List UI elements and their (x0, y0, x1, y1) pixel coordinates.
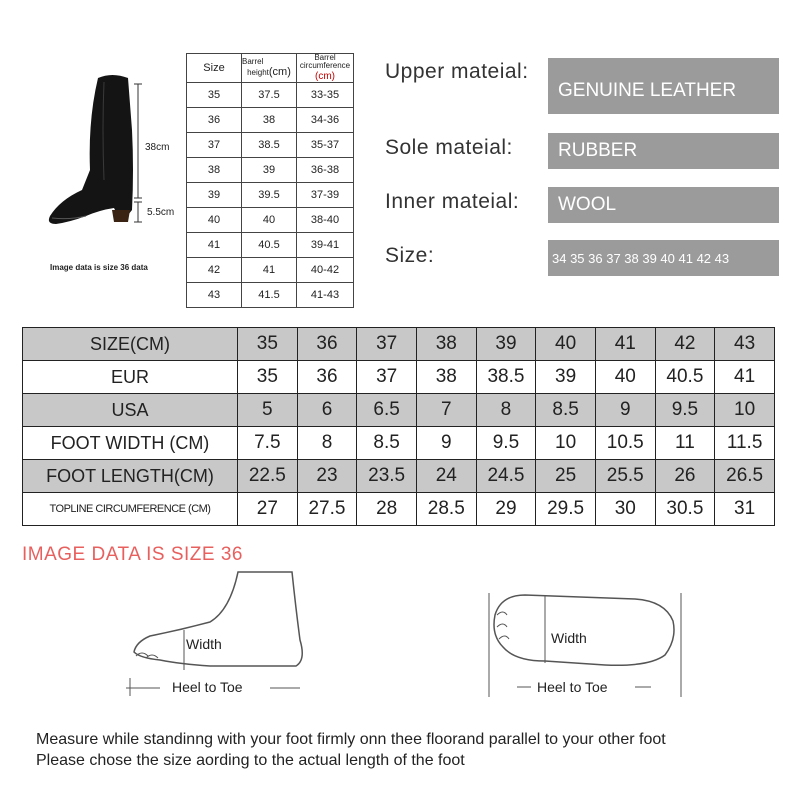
size-table-cell: 23 (297, 460, 357, 493)
size-table-cell: 38 (416, 361, 476, 394)
sole-material-label: Sole mateial: (385, 136, 513, 159)
size-range-value: 34 35 36 37 38 39 40 41 42 43 (548, 240, 779, 276)
barrel-table-row (187, 283, 354, 308)
barrel-table-header-size: Size (187, 54, 242, 83)
barrel-table-cell: 36-38 (297, 158, 354, 183)
size-instruction: Please chose the size aording to the actual length of the foot (36, 752, 465, 769)
size-table-cell: 23.5 (357, 460, 417, 493)
barrel-table-cell: 38.5 (242, 133, 297, 158)
size-table-cell: 27.5 (297, 493, 357, 526)
barrel-table-cell: 40-42 (297, 258, 354, 283)
size-table-row-label: FOOT LENGTH(CM) (23, 460, 238, 493)
size-table-cell: 8 (297, 427, 357, 460)
barrel-table-row (187, 83, 354, 108)
inner-material-label: Inner mateial: (385, 190, 520, 213)
size-table-cell: 9.5 (655, 394, 715, 427)
size-table-cell: 40.5 (655, 361, 715, 394)
heel-height-label: 5.5cm (147, 207, 175, 218)
barrel-table (186, 53, 354, 308)
side-length-label: Heel to Toe (172, 679, 243, 695)
size-table-cell: 37 (357, 361, 417, 394)
size-table-cell: 8.5 (357, 427, 417, 460)
size-table-cell: 41 (595, 328, 655, 361)
size-table-cell: 10 (536, 427, 596, 460)
barrel-table-cell: 38 (187, 158, 242, 183)
size-table-row (23, 460, 775, 493)
size-table-cell: 24 (416, 460, 476, 493)
size-table-row (23, 427, 775, 460)
size-table-cell: 43 (715, 328, 775, 361)
size-table-row-label: FOOT WIDTH (CM) (23, 427, 238, 460)
size-table-cell: 39 (536, 361, 596, 394)
barrel-table-header-height: Barrel height(cm) (242, 54, 297, 83)
barrel-table-header-circumference: Barrel circumference (cm) (297, 54, 354, 83)
size-table-cell: 9.5 (476, 427, 536, 460)
size-table-row (23, 493, 775, 526)
upper-material-label: Upper mateial: (385, 60, 529, 83)
barrel-table-cell: 38-40 (297, 208, 354, 233)
size-table-cell: 10.5 (595, 427, 655, 460)
barrel-table-cell: 40.5 (242, 233, 297, 258)
size-table-cell: 5 (238, 394, 298, 427)
barrel-table-cell: 43 (187, 283, 242, 308)
top-length-label: Heel to Toe (537, 679, 608, 695)
size-table-cell: 8 (476, 394, 536, 427)
size-table-cell: 22.5 (238, 460, 298, 493)
size-table-cell: 6.5 (357, 394, 417, 427)
size-table-cell: 29.5 (536, 493, 596, 526)
barrel-table-cell: 39-41 (297, 233, 354, 258)
barrel-table-cell: 39 (242, 158, 297, 183)
size-table-cell: 35 (238, 328, 298, 361)
size-table-cell: 9 (416, 427, 476, 460)
barrel-table-cell: 41.5 (242, 283, 297, 308)
upper-material-value: GENUINE LEATHER (548, 58, 779, 114)
size-table-cell: 27 (238, 493, 298, 526)
barrel-table-row (187, 258, 354, 283)
size-chart-table (22, 327, 775, 526)
size-table-cell: 42 (655, 328, 715, 361)
size-table-cell: 35 (238, 361, 298, 394)
size-table-cell: 7 (416, 394, 476, 427)
barrel-table-cell: 35-37 (297, 133, 354, 158)
boot-caption: Image data is size 36 data (50, 263, 148, 272)
size-table-cell: 30.5 (655, 493, 715, 526)
size-table-cell: 26 (655, 460, 715, 493)
barrel-table-cell: 40 (242, 208, 297, 233)
size-table-row (23, 361, 775, 394)
size-table-row (23, 328, 775, 361)
barrel-table-cell: 37.5 (242, 83, 297, 108)
size-table-cell: 38 (416, 328, 476, 361)
barrel-table-row (187, 233, 354, 258)
barrel-table-row (187, 183, 354, 208)
size-table-row (23, 394, 775, 427)
top-width-label: Width (551, 630, 587, 646)
measure-instruction: Measure while standinng with your foot firmly onn thee floorand parallel to your other foot (36, 731, 666, 748)
size-table-cell: 41 (715, 361, 775, 394)
inner-material-value: WOOL (548, 187, 779, 223)
size-table-cell: 6 (297, 394, 357, 427)
size-table-cell: 25 (536, 460, 596, 493)
barrel-table-cell: 41-43 (297, 283, 354, 308)
barrel-table-cell: 35 (187, 83, 242, 108)
barrel-table-cell: 42 (187, 258, 242, 283)
size-table-cell: 10 (715, 394, 775, 427)
size-label: Size: (385, 244, 435, 267)
size-table-cell: 11 (655, 427, 715, 460)
size-table-cell: 28.5 (416, 493, 476, 526)
barrel-table-cell: 37 (187, 133, 242, 158)
size-table-cell: 36 (297, 328, 357, 361)
size-table-cell: 37 (357, 328, 417, 361)
barrel-table-cell: 41 (242, 258, 297, 283)
barrel-table-cell: 39.5 (242, 183, 297, 208)
size-table-cell: 8.5 (536, 394, 596, 427)
size-table-cell: 28 (357, 493, 417, 526)
size-table-cell: 25.5 (595, 460, 655, 493)
size-table-cell: 30 (595, 493, 655, 526)
barrel-table-cell: 33-35 (297, 83, 354, 108)
barrel-table-cell: 34-36 (297, 108, 354, 133)
barrel-table-cell: 37-39 (297, 183, 354, 208)
barrel-table-row (187, 158, 354, 183)
barrel-table-row (187, 208, 354, 233)
size-table-row-label: TOPLINE CIRCUMFERENCE (CM) (23, 493, 238, 526)
barrel-table-cell: 36 (187, 108, 242, 133)
size-table-row-label: EUR (23, 361, 238, 394)
size-table-cell: 24.5 (476, 460, 536, 493)
barrel-table-cell: 41 (187, 233, 242, 258)
size-table-cell: 39 (476, 328, 536, 361)
size-table-cell: 36 (297, 361, 357, 394)
size-table-row-label: SIZE(CM) (23, 328, 238, 361)
size-table-cell: 26.5 (715, 460, 775, 493)
size-table-row-label: USA (23, 394, 238, 427)
barrel-table-row (187, 108, 354, 133)
size-table-cell: 38.5 (476, 361, 536, 394)
sole-material-value: RUBBER (548, 133, 779, 169)
size-table-cell: 29 (476, 493, 536, 526)
barrel-table-cell: 40 (187, 208, 242, 233)
barrel-table-row (187, 133, 354, 158)
boot-height-label: 38cm (145, 142, 170, 153)
size-table-cell: 40 (536, 328, 596, 361)
size-table-cell: 40 (595, 361, 655, 394)
size-table-cell: 31 (715, 493, 775, 526)
size-table-cell: 11.5 (715, 427, 775, 460)
side-width-label: Width (186, 636, 222, 652)
image-data-note: IMAGE DATA IS SIZE 36 (22, 544, 243, 565)
barrel-table-cell: 39 (187, 183, 242, 208)
barrel-table-cell: 38 (242, 108, 297, 133)
size-table-cell: 7.5 (238, 427, 298, 460)
size-table-cell: 9 (595, 394, 655, 427)
